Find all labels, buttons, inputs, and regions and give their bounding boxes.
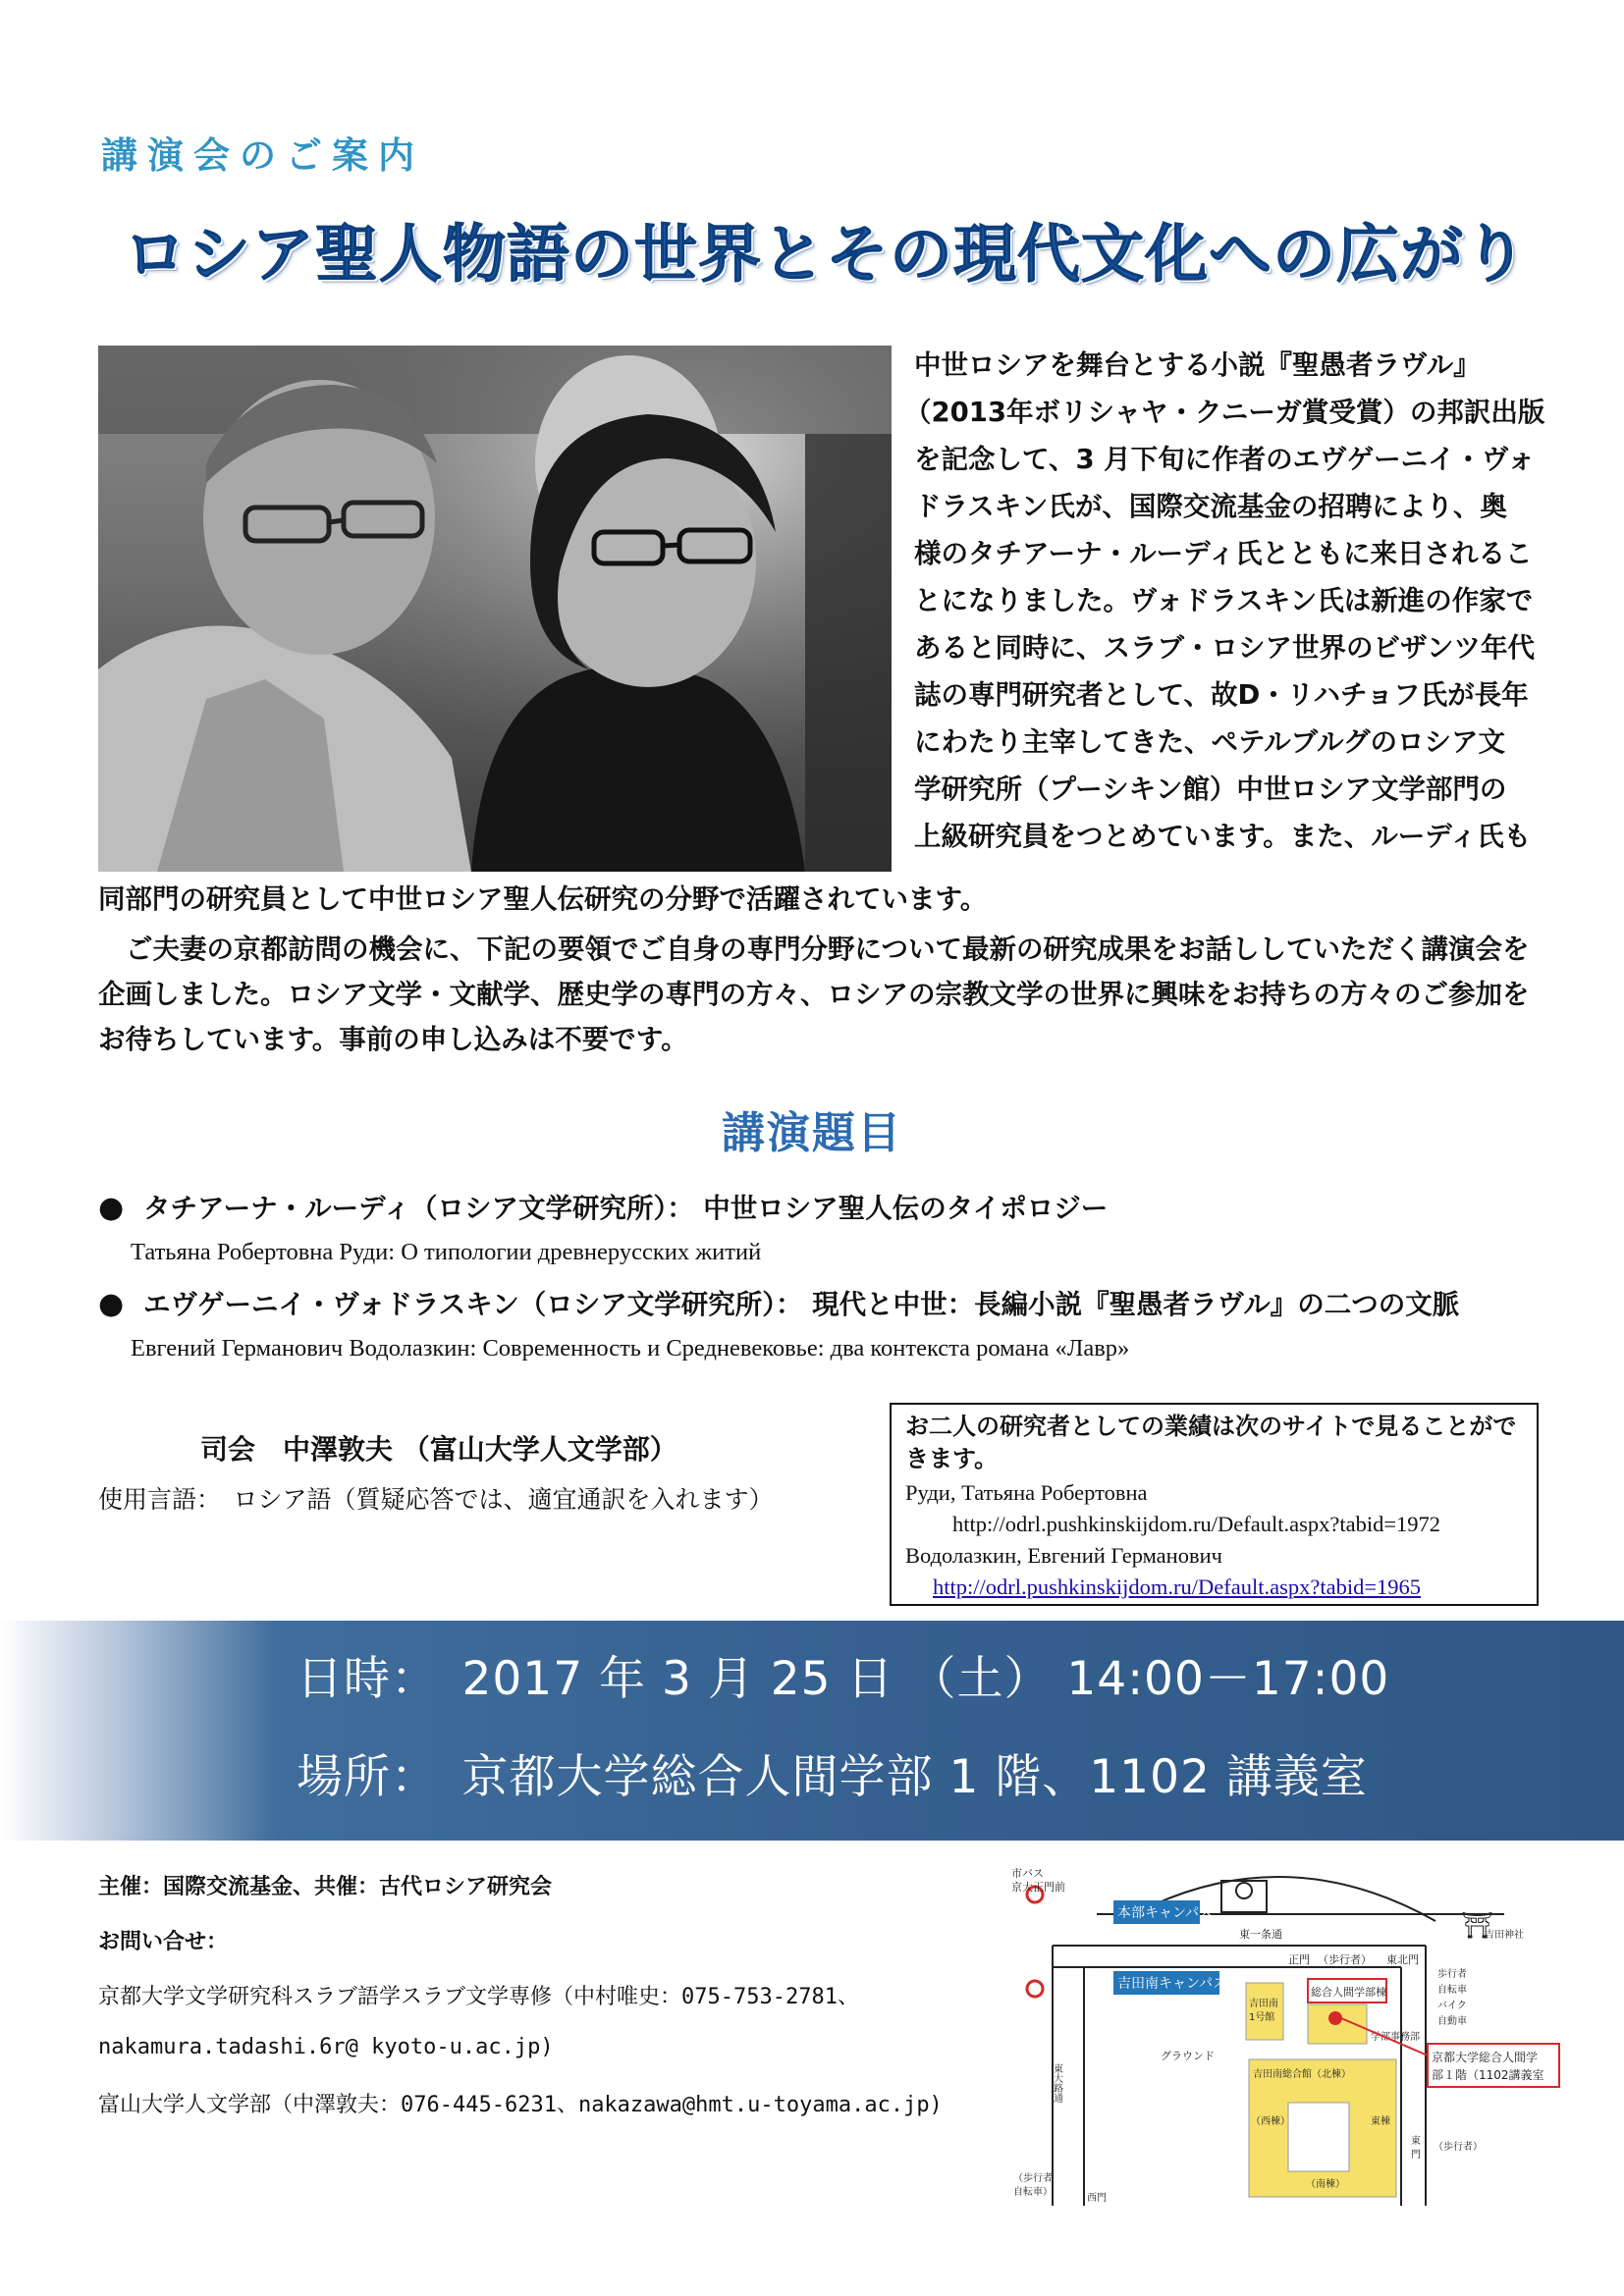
- language-text: 使用言語： ロシア語（質疑応答では、適宜通訳を入れます）: [98, 1485, 774, 1514]
- intro-line: を記念して、3 月下旬に作者のエヴゲーニイ・ヴォ: [914, 444, 1536, 475]
- map-legend2: 自転車: [1437, 1985, 1467, 1996]
- info-box: [890, 1403, 1539, 1606]
- map-legend3: バイク: [1437, 2001, 1467, 2011]
- campus-map: [994, 1867, 1561, 2230]
- info-box-lead: お二人の研究者としての業績は次のサイトで見ることができます。: [905, 1413, 1517, 1472]
- map-walk-bike: （歩行者: [1013, 2173, 1053, 2184]
- map-west-wing: （西棟）: [1251, 2116, 1290, 2127]
- talk-title-rudi: [98, 1186, 1108, 1225]
- map-gakubu-office: 学部事務部: [1371, 2032, 1420, 2043]
- map-ground: グラウンド: [1161, 2050, 1215, 2062]
- organizers-text: 主催：国際交流基金、共催：古代ロシア研究会: [98, 1875, 553, 1899]
- intro-line: 様のタチアーナ・ルーディ氏とともに来日されるこ: [914, 538, 1533, 569]
- bullet-icon: ●: [98, 1191, 125, 1225]
- contact-toyama: 富山大学人文学部（中澤敦夫：076-445-6231、nakazawa@hmt.u-toyama.ac.jp): [98, 2093, 943, 2117]
- map-street-top: 東一条通: [1239, 1928, 1282, 1941]
- map-west-gate: 西門: [1087, 2193, 1107, 2204]
- kicker-text: 講演会のご案内: [101, 134, 424, 177]
- event-venue: 場所： 京都大学総合人間学部 1 階、1102 講義室: [297, 1750, 1368, 1804]
- map-torii-icon: ⛩: [1461, 1911, 1494, 1941]
- talk-jp-text: タチアーナ・ルーディ（ロシア文学研究所）： 中世ロシア聖人伝のタイポロジー: [143, 1193, 1109, 1224]
- intro-line: （2013年ボリシャヤ・クニーガ賞受賞）の邦訳出版: [904, 397, 1545, 428]
- map-bld1b: 1号館: [1249, 2012, 1275, 2023]
- map-bus-stop2: 京大正門前: [1011, 1881, 1065, 1894]
- talk-title-vodolazkin: [98, 1282, 1459, 1321]
- intro-line: にわたり主宰してきた、ペテルブルグのロシア文: [914, 726, 1505, 758]
- event-datetime: 日時： 2017 年 3 月 25 日 （土） 14:00－17:00: [297, 1652, 1390, 1706]
- map-venue-marker: [1328, 2011, 1342, 2025]
- person-vodolazkin: Водолазкин, Евгений Германович: [905, 1543, 1222, 1568]
- bullet-icon: ●: [98, 1287, 125, 1321]
- talk-jp-text: エヴゲーニイ・ヴォドラスキン（ロシア文学研究所）： 現代と中世：長編小説『聖愚者ラヴル』の二つの文脈: [143, 1289, 1460, 1320]
- talk-title-vodolazkin-ru: Евгений Германович Водолазкин: Современность и Средневековье: два контекста романа «Лавр»: [131, 1335, 1130, 1362]
- page-title: ロシア聖人物語の世界とその現代文化への広がり: [124, 219, 1528, 292]
- map-higashi-oji: 東大路通: [1051, 2063, 1062, 2103]
- map-east-north-gate: 東北門: [1386, 1953, 1419, 1966]
- map-east-gate2: 門: [1411, 2150, 1421, 2161]
- intro-line: あると同時に、スラブ・ロシア世界のビザンツ年代: [914, 632, 1535, 664]
- url-rudi[interactable]: http://odrl.pushkinskijdom.ru/Default.aspx?tabid=1972: [952, 1512, 1441, 1536]
- moderator-text: 司会 中澤敦夫 （富山大学人文学部）: [200, 1433, 677, 1466]
- map-main-gate: 正門: [1288, 1953, 1310, 1966]
- map-sogo-bld: 総合人間学部棟: [1311, 1986, 1386, 1999]
- contact-kyoto-email: nakamura.tadashi.6r@ kyoto-u.ac.jp): [98, 2035, 554, 2059]
- map-callout2: 部１階（1102講義室: [1432, 2068, 1544, 2082]
- talks-heading: 講演題目: [722, 1108, 902, 1158]
- intro-line: ドラスキン氏が、国際交流基金の招聘により、奥: [914, 491, 1507, 522]
- event-banner: [0, 1621, 1624, 1841]
- talk-title-rudi-ru: Татьяна Робертовна Руди: О типологии древнерусских житий: [131, 1239, 762, 1265]
- map-legend1: 歩行者: [1437, 1969, 1467, 1980]
- map-east-gate: 東: [1411, 2136, 1421, 2147]
- map-walk-bike2: 自転車）: [1013, 2187, 1053, 2198]
- map-east-wing: 東棟: [1371, 2116, 1390, 2127]
- intro-line: 中世ロシアを舞台とする小説『聖愚者ラヴル』: [914, 349, 1481, 381]
- intro-paragraph: ご夫妻の京都訪問の機会に、下記の要領でご自身の専門分野について最新の研究成果をお話ししていただく講演会を企画しました。ロシア文学・文献学、歴史学の専門の方々、ロシアの宗教文学の世界に興味をお持ちの方々のご参加をお待ちしています。事前の申し込みは不要です。: [98, 934, 1530, 1055]
- intro-line: 同部門の研究員として中世ロシア聖人伝研究の分野で活躍されています。: [98, 883, 988, 915]
- url-vodolazkin-link[interactable]: http://odrl.pushkinskijdom.ru/Default.aspx?tabid=1965: [933, 1575, 1422, 1599]
- contact-label: お問い合せ：: [98, 1930, 229, 1954]
- intro-line: とになりました。ヴォドラスキン氏は新進の作家で: [914, 585, 1534, 616]
- map-yoshida-shrine: 吉田神社: [1485, 1930, 1524, 1941]
- map-bld1: 吉田南: [1249, 1999, 1278, 2009]
- map-main-campus: 本部キャンパス: [1117, 1905, 1214, 1921]
- intro-line: 誌の専門研究者として、故D・リハチョフ氏が長年: [914, 679, 1529, 711]
- intro-line: 学研究所（プーシキン館）中世ロシア文学部門の: [914, 774, 1507, 805]
- map-walk3: （歩行者）: [1434, 2142, 1483, 2153]
- map-callout1: 京都大学総合人間学: [1432, 2051, 1539, 2064]
- contact-kyoto: 京都大学文学研究科スラブ語学スラブ文学専修（中村唯史：075-753-2781、: [98, 1985, 859, 2009]
- map-sogo-north: 吉田南総合館（北棟）: [1253, 2069, 1351, 2080]
- speakers-photo: [98, 346, 892, 872]
- map-bus-stop: 市バス: [1011, 1867, 1044, 1880]
- map-walk1: （歩行者）: [1318, 1953, 1372, 1966]
- intro-line: 上級研究員をつとめています。また、ルーディ氏も: [914, 821, 1532, 852]
- person-rudi: Руди, Татьяна Робертовна: [905, 1480, 1148, 1505]
- map-yoshida-south: 吉田南キャンパス: [1117, 1976, 1227, 1992]
- map-legend4: 自動車: [1437, 2016, 1467, 2027]
- map-south-wing: （南棟）: [1306, 2179, 1345, 2190]
